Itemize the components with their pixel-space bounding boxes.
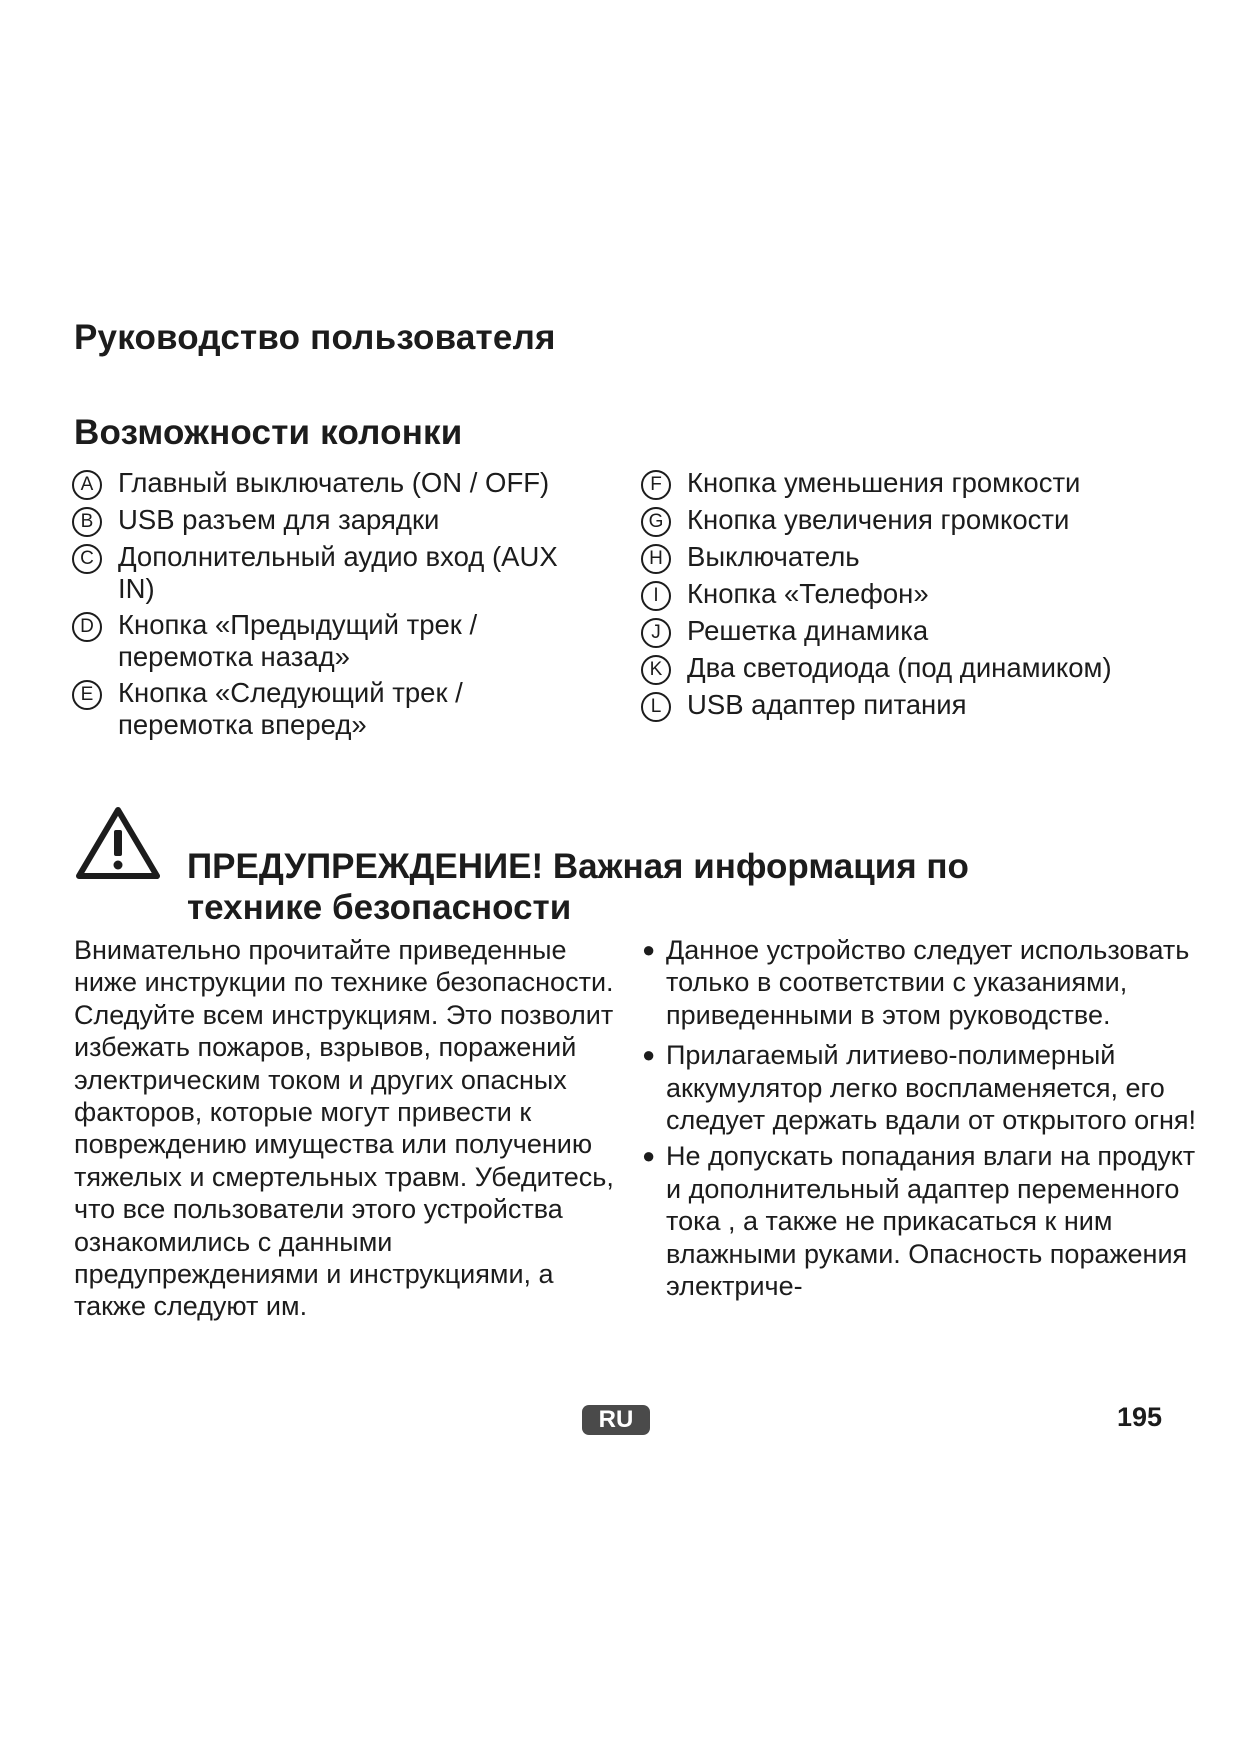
feature-letter: D [72,612,102,642]
bullet-text: Данное устройство следует использовать только в соответствии с указаниями, приведенными в этом руководстве. [666,935,1190,1030]
feature-text: Выключатель [687,541,860,572]
feature-item [641,652,1201,685]
feature-item [641,504,1201,537]
feature-letter: E [72,680,102,710]
list-item [642,934,1202,1031]
feature-letter: G [641,507,671,537]
feature-item [72,677,592,741]
feature-item [641,541,1201,574]
warning-title: ПРЕДУПРЕЖДЕНИЕ! Важная информация по технике безопасности [187,847,969,927]
feature-text: Два светодиода (под динамиком) [687,652,1112,683]
features-heading: Возможности колонки [74,413,463,452]
feature-text: Кнопка «Предыдущий трек / перемотка назад» [118,609,478,672]
bullet-text: Прилагаемый литиево-полимерный аккумулятор легко воспламеняется, его следует держать вдали от открытого огня! [666,1040,1197,1136]
feature-letter: A [72,470,102,500]
feature-text: Кнопка «Следующий трек / перемотка вперед» [118,677,463,740]
feature-item [641,615,1201,648]
feature-item [72,504,592,537]
language-badge: RU [582,1405,650,1435]
feature-item [72,609,592,673]
list-item [642,1039,1202,1136]
bullet-text: Не допускать попадания влаги на продукт и дополнительный адаптер переменного тока , а также не прикасаться к ним влажными руками. Опасность поражения электриче- [666,1141,1196,1302]
feature-text: Дополнительный аудио вход (AUX IN) [118,541,558,604]
page-number: 195 [1116,1402,1162,1432]
warning-intro: Внимательно прочитайте приведенные ниже инструкции по технике безопасности. Следуйте всем инструкциям. Это позволит избежать пожаров, взрывов, поражений электрическим током и других опасных факторов, которые могут привести к повреждению имущества или получению тяжелых и смертельных травм. Убедитесь, что все пользователи этого устройства ознакомились с данными предупреждениями и инструкциями, а также следуют им. [74,935,614,1322]
feature-text: Решетка динамика [687,615,929,646]
bullet-icon: ● [642,937,656,962]
feature-text: Главный выключатель (ON / OFF) [118,467,550,498]
feature-letter: F [641,470,671,500]
feature-text: USB адаптер питания [687,689,967,720]
feature-letter: I [641,581,671,611]
feature-item [641,689,1201,722]
warning-triangle-icon [76,806,160,880]
feature-letter: C [72,544,102,574]
features-list-right [641,467,1201,722]
feature-item [641,467,1201,500]
feature-item [72,541,592,605]
feature-letter: K [641,655,671,685]
feature-letter: H [641,544,671,574]
feature-text: USB разъем для зарядки [118,504,440,535]
page-title: Руководство пользователя [74,318,556,357]
feature-item [72,467,592,500]
feature-text: Кнопка увеличения громкости [687,504,1070,535]
feature-letter: L [641,692,671,722]
bullet-icon: ● [642,1042,656,1068]
feature-letter: B [72,507,102,537]
feature-text: Кнопка «Телефон» [687,578,929,609]
bullet-icon: ● [642,1143,656,1169]
feature-item [641,578,1201,611]
list-item [642,1140,1202,1302]
warning-bullets [642,934,1202,1302]
feature-text: Кнопка уменьшения громкости [687,467,1081,498]
feature-letter: J [641,618,671,648]
features-list-left [72,467,592,741]
